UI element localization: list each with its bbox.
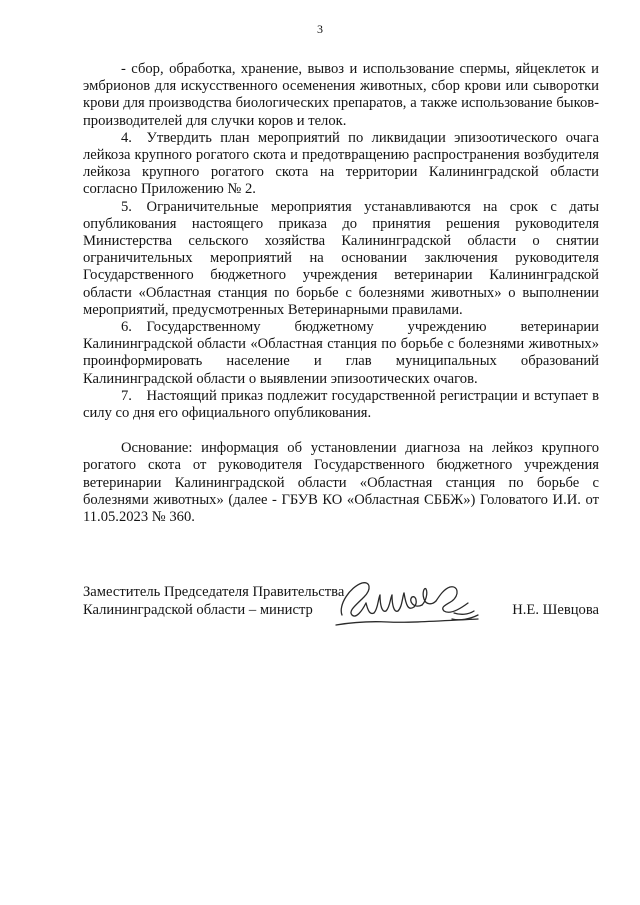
- handwritten-signature: [328, 575, 498, 633]
- basis-paragraph: Основание: информация об установлении диагноза на лейкоз крупного рогатого скота от руководителя Государственного бюджетного учреждения ветеринарии Калининградской области «Областная станция по борьбе с болезнями животных» (далее - ГБУВ КО «Областная СББЖ») Головатого И.И. от 11.05.2023 № 360.: [83, 440, 599, 526]
- page-number: 3: [317, 22, 323, 36]
- signatory-title: [83, 583, 344, 619]
- paragraph-4: 4. Утвердить план мероприятий по ликвидации эпизоотического очага лейкоза крупного рогатого скота и предотвращению распространения возбудителя лейкоза крупного рогатого скота на территории Калининградской области согласно Приложению № 2.: [83, 129, 599, 198]
- document-body: [83, 61, 599, 526]
- signatory-title-line-2: Калининградской области – министр: [83, 602, 313, 618]
- paragraph-5: 5. Ограничительные мероприятия устанавливаются на срок с даты опубликования настоящего приказа до принятия решения руководителя Министерства сельского хозяйства Калининградской области о снятии ограничительных мероприятий на основании заключения руководителя Государственного бюджетного учреждения ветеринарии Калининградской области «Областная станция по борьбе с болезнями животных» о выполнении мероприятий, предусмотренных Ветеринарными правилами.: [83, 198, 599, 318]
- paragraph-7: 7. Настоящий приказ подлежит государственной регистрации и вступает в силу со дня его официального опубликования.: [83, 387, 599, 422]
- signatory-name: Н.Е. Шевцова: [512, 602, 599, 618]
- signatory-title-line-1: Заместитель Председателя Правительства: [83, 584, 345, 600]
- paragraph-item-list: - сбор, обработка, хранение, вывоз и использование спермы, яйцеклеток и эмбрионов для искусственного осеменения животных, сбор крови или сыворотки крови для производства биологических препаратов, а также использование быков-производителей для случки коров и телок.: [83, 61, 599, 129]
- signature-block: [83, 583, 599, 643]
- paragraph-6: 6. Государственному бюджетному учреждению ветеринарии Калининградской области «Областная станция по борьбе с болезнями животных» проинформировать население и глав муниципальных образований Калининградской области о выявлении эпизоотических очагов.: [83, 319, 599, 387]
